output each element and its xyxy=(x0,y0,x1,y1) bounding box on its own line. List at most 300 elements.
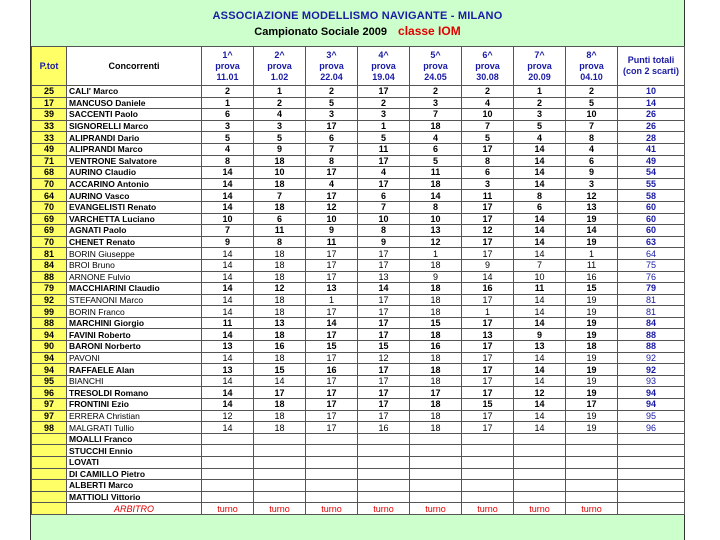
competitor-name: FRONTINI Ezio xyxy=(67,399,202,411)
ptot-cell: 92 xyxy=(32,294,67,306)
round-score: 14 xyxy=(202,387,254,399)
round-header-line2: prova xyxy=(267,60,292,71)
ptot-cell: 96 xyxy=(32,387,67,399)
round-score: 1 xyxy=(306,294,358,306)
round-header-3 xyxy=(306,47,358,86)
round-score xyxy=(514,445,566,457)
round-score: 4 xyxy=(566,143,618,155)
table-row xyxy=(32,399,685,411)
competitor-name: AURINO Vasco xyxy=(67,190,202,202)
round-score xyxy=(254,491,306,503)
round-score xyxy=(254,468,306,480)
round-header-line2: prova xyxy=(475,60,500,71)
standings-table xyxy=(31,46,685,515)
points-total-cell xyxy=(618,433,685,445)
round-score: 12 xyxy=(462,225,514,237)
championship-title xyxy=(31,24,684,38)
round-score xyxy=(358,491,410,503)
round-score: 13 xyxy=(254,317,306,329)
round-score: 7 xyxy=(566,120,618,132)
points-total-cell: 58 xyxy=(618,190,685,202)
round-score: 14 xyxy=(410,190,462,202)
table-row xyxy=(32,283,685,295)
round-score: 2 xyxy=(566,86,618,98)
round-score: 14 xyxy=(514,178,566,190)
ptot-cell xyxy=(32,503,67,515)
round-score: 11 xyxy=(306,236,358,248)
round-score xyxy=(514,433,566,445)
competitor-name: MANCUSO Daniele xyxy=(67,97,202,109)
round-score: 14 xyxy=(514,364,566,376)
round-score: 13 xyxy=(202,341,254,353)
round-header-line2: prova xyxy=(579,60,604,71)
round-score: 17 xyxy=(306,120,358,132)
round-score: 17 xyxy=(462,201,514,213)
round-score: 15 xyxy=(358,341,410,353)
round-score: 19 xyxy=(566,410,618,422)
table-row xyxy=(32,491,685,503)
ptot-cell: 70 xyxy=(32,236,67,248)
ptot-cell: 69 xyxy=(32,225,67,237)
round-score: 9 xyxy=(566,167,618,179)
round-score: 17 xyxy=(462,317,514,329)
competitor-name: AGNATI Paolo xyxy=(67,225,202,237)
round-score: 6 xyxy=(358,190,410,202)
round-score: 6 xyxy=(254,213,306,225)
round-score: 3 xyxy=(462,178,514,190)
round-score: 10 xyxy=(306,213,358,225)
table-row xyxy=(32,445,685,457)
points-total-cell: 26 xyxy=(618,120,685,132)
round-score: 17 xyxy=(462,236,514,248)
table-row xyxy=(32,178,685,190)
round-score: 5 xyxy=(254,132,306,144)
competitor-name: TRESOLDI Romano xyxy=(67,387,202,399)
round-score xyxy=(306,468,358,480)
round-header-line1: 2^ xyxy=(274,49,285,60)
round-score: 18 xyxy=(254,329,306,341)
round-score xyxy=(358,445,410,457)
competitor-name: VENTRONE Salvatore xyxy=(67,155,202,167)
round-score: 17 xyxy=(306,422,358,434)
round-score xyxy=(514,457,566,469)
round-score: 18 xyxy=(410,120,462,132)
round-score: 17 xyxy=(462,364,514,376)
ptot-cell: 79 xyxy=(32,283,67,295)
round-score: 14 xyxy=(514,375,566,387)
ptot-cell: 17 xyxy=(32,97,67,109)
table-row xyxy=(32,375,685,387)
table-row xyxy=(32,213,685,225)
table-row xyxy=(32,364,685,376)
round-score: 17 xyxy=(306,259,358,271)
round-score: 13 xyxy=(514,341,566,353)
round-score: 2 xyxy=(306,86,358,98)
round-score: 17 xyxy=(566,399,618,411)
round-score: 10 xyxy=(410,213,462,225)
round-score: 5 xyxy=(514,120,566,132)
points-total-cell: 95 xyxy=(618,410,685,422)
round-score: 18 xyxy=(410,283,462,295)
points-total-cell: 93 xyxy=(618,375,685,387)
ptot-cell: 49 xyxy=(32,143,67,155)
table-row xyxy=(32,341,685,353)
round-score: 17 xyxy=(306,375,358,387)
ptot-cell: 33 xyxy=(32,132,67,144)
round-score: 8 xyxy=(566,132,618,144)
table-row xyxy=(32,329,685,341)
round-score: 18 xyxy=(410,259,462,271)
round-score: 2 xyxy=(254,97,306,109)
ptot-cell: 71 xyxy=(32,155,67,167)
round-score: 15 xyxy=(306,341,358,353)
points-total-cell: 49 xyxy=(618,155,685,167)
round-score xyxy=(410,468,462,480)
competitor-name: STEFANONI Marco xyxy=(67,294,202,306)
round-score xyxy=(254,445,306,457)
round-score: 17 xyxy=(462,213,514,225)
competitor-name: BROI Bruno xyxy=(67,259,202,271)
round-score: 17 xyxy=(358,364,410,376)
competitor-name: AURINO Claudio xyxy=(67,167,202,179)
round-score: 18 xyxy=(254,294,306,306)
round-score: 9 xyxy=(462,259,514,271)
ptot-cell: 70 xyxy=(32,201,67,213)
round-header-1 xyxy=(202,47,254,86)
round-score: 18 xyxy=(566,341,618,353)
championship-name: Campionato Sociale 2009 xyxy=(254,26,387,38)
round-score: 7 xyxy=(306,143,358,155)
arbitro-turn: turno xyxy=(306,503,358,515)
ptot-cell xyxy=(32,468,67,480)
ptot-cell: 88 xyxy=(32,317,67,329)
competitor-name: BIANCHI xyxy=(67,375,202,387)
round-score: 17 xyxy=(358,375,410,387)
round-score: 14 xyxy=(254,375,306,387)
ptot-cell xyxy=(32,445,67,457)
round-score xyxy=(462,433,514,445)
round-score: 13 xyxy=(202,364,254,376)
round-score: 9 xyxy=(202,236,254,248)
round-score: 17 xyxy=(462,352,514,364)
round-score: 19 xyxy=(566,306,618,318)
round-header-line2: prova xyxy=(319,60,344,71)
round-score: 19 xyxy=(566,375,618,387)
round-score: 2 xyxy=(410,86,462,98)
round-score: 7 xyxy=(410,109,462,121)
competitor-name: ERRERA Christian xyxy=(67,410,202,422)
round-score: 14 xyxy=(202,294,254,306)
points-total-cell: 54 xyxy=(618,167,685,179)
round-score: 1 xyxy=(358,120,410,132)
round-score: 14 xyxy=(202,306,254,318)
round-score: 14 xyxy=(514,352,566,364)
round-score: 10 xyxy=(202,213,254,225)
round-score: 16 xyxy=(462,283,514,295)
round-score: 17 xyxy=(358,178,410,190)
points-total-cell: 28 xyxy=(618,132,685,144)
points-total-cell: 76 xyxy=(618,271,685,283)
round-score xyxy=(462,445,514,457)
round-score: 18 xyxy=(254,259,306,271)
round-score: 10 xyxy=(358,213,410,225)
ptot-header: P.tot xyxy=(32,47,67,86)
round-score: 9 xyxy=(410,271,462,283)
round-score: 17 xyxy=(462,410,514,422)
round-score xyxy=(566,480,618,492)
round-header-2 xyxy=(254,47,306,86)
arbitro-turn: turno xyxy=(202,503,254,515)
round-score: 5 xyxy=(410,155,462,167)
round-score: 13 xyxy=(306,283,358,295)
round-score: 17 xyxy=(358,317,410,329)
round-score: 14 xyxy=(514,167,566,179)
points-total-cell xyxy=(618,491,685,503)
round-score: 9 xyxy=(514,329,566,341)
round-score: 14 xyxy=(358,283,410,295)
round-score xyxy=(202,480,254,492)
points-total-cell: 75 xyxy=(618,259,685,271)
round-score: 4 xyxy=(306,178,358,190)
round-score xyxy=(462,480,514,492)
round-score: 12 xyxy=(566,190,618,202)
round-header-line2: prova xyxy=(371,60,396,71)
arbitro-turn: turno xyxy=(410,503,462,515)
round-score: 3 xyxy=(306,109,358,121)
round-score: 18 xyxy=(410,306,462,318)
header-row xyxy=(32,47,685,86)
round-score: 17 xyxy=(358,306,410,318)
round-score: 2 xyxy=(202,86,254,98)
round-score: 10 xyxy=(254,167,306,179)
round-score: 17 xyxy=(358,387,410,399)
round-score: 8 xyxy=(358,225,410,237)
round-score xyxy=(514,491,566,503)
ptot-cell: 97 xyxy=(32,410,67,422)
round-score: 17 xyxy=(306,306,358,318)
round-score: 17 xyxy=(462,387,514,399)
round-score xyxy=(254,433,306,445)
round-header-4 xyxy=(358,47,410,86)
round-score xyxy=(306,433,358,445)
ptot-cell: 94 xyxy=(32,364,67,376)
ptot-cell xyxy=(32,433,67,445)
round-score: 17 xyxy=(306,271,358,283)
round-score: 19 xyxy=(566,364,618,376)
round-score: 17 xyxy=(358,86,410,98)
round-score: 11 xyxy=(358,143,410,155)
points-total-cell: 88 xyxy=(618,341,685,353)
points-total-cell: 14 xyxy=(618,97,685,109)
points-total-cell: 55 xyxy=(618,178,685,190)
ptot-cell: 98 xyxy=(32,422,67,434)
ptot-cell: 69 xyxy=(32,213,67,225)
table-row xyxy=(32,294,685,306)
round-score: 17 xyxy=(306,410,358,422)
table-row xyxy=(32,97,685,109)
round-score: 17 xyxy=(306,190,358,202)
competitor-name: RAFFAELE Alan xyxy=(67,364,202,376)
round-score: 15 xyxy=(566,283,618,295)
round-score: 8 xyxy=(462,155,514,167)
ptot-cell: 90 xyxy=(32,341,67,353)
competitor-name: ALIPRANDI Dario xyxy=(67,132,202,144)
round-score: 2 xyxy=(462,86,514,98)
ptot-cell xyxy=(32,457,67,469)
ptot-cell xyxy=(32,480,67,492)
round-score: 14 xyxy=(306,317,358,329)
round-score: 14 xyxy=(202,248,254,260)
table-row xyxy=(32,306,685,318)
round-score: 19 xyxy=(566,236,618,248)
round-header-6 xyxy=(462,47,514,86)
competitor-name: SIGNORELLI Marco xyxy=(67,120,202,132)
table-row xyxy=(32,201,685,213)
round-score: 10 xyxy=(566,109,618,121)
round-score xyxy=(514,468,566,480)
points-total-cell: 10 xyxy=(618,86,685,98)
round-score: 13 xyxy=(566,201,618,213)
round-score: 12 xyxy=(358,352,410,364)
points-total-cell: 64 xyxy=(618,248,685,260)
round-score xyxy=(254,457,306,469)
round-score: 17 xyxy=(462,422,514,434)
round-score: 14 xyxy=(514,399,566,411)
round-score: 18 xyxy=(254,155,306,167)
competitor-name: MOALLI Franco xyxy=(67,433,202,445)
round-header-date: 30.08 xyxy=(476,71,499,82)
round-score xyxy=(358,480,410,492)
round-score: 18 xyxy=(254,178,306,190)
competitor-name: PAVONI xyxy=(67,352,202,364)
round-header-date: 04.10 xyxy=(580,71,603,82)
round-score: 17 xyxy=(306,352,358,364)
round-score: 13 xyxy=(410,225,462,237)
ptot-cell: 64 xyxy=(32,190,67,202)
round-score: 4 xyxy=(410,132,462,144)
table-row xyxy=(32,259,685,271)
round-score: 3 xyxy=(358,109,410,121)
round-score: 6 xyxy=(566,155,618,167)
points-total-header: Punti totali (con 2 scarti) xyxy=(618,47,685,86)
table-row xyxy=(32,410,685,422)
round-score: 17 xyxy=(358,259,410,271)
arbitro-turn: turno xyxy=(566,503,618,515)
round-score: 12 xyxy=(410,236,462,248)
round-score: 14 xyxy=(202,190,254,202)
points-total-cell: 81 xyxy=(618,294,685,306)
round-score: 12 xyxy=(306,201,358,213)
round-score: 11 xyxy=(202,317,254,329)
round-score xyxy=(566,457,618,469)
round-score: 10 xyxy=(462,109,514,121)
ptot-cell: 99 xyxy=(32,306,67,318)
round-score: 14 xyxy=(202,271,254,283)
round-score: 17 xyxy=(306,387,358,399)
competitor-name: VARCHETTA Luciano xyxy=(67,213,202,225)
round-score: 2 xyxy=(514,97,566,109)
table-row xyxy=(32,109,685,121)
round-score: 14 xyxy=(514,306,566,318)
round-score: 14 xyxy=(202,375,254,387)
ptot-cell: 70 xyxy=(32,178,67,190)
table-row xyxy=(32,143,685,155)
round-score: 17 xyxy=(462,341,514,353)
competitor-name: EVANGELISTI Renato xyxy=(67,201,202,213)
competitor-name: ALIPRANDI Marco xyxy=(67,143,202,155)
round-score: 18 xyxy=(254,399,306,411)
table-row xyxy=(32,271,685,283)
round-score: 14 xyxy=(202,201,254,213)
round-score: 14 xyxy=(566,225,618,237)
competitor-name: FAVINI Roberto xyxy=(67,329,202,341)
competitor-name: SACCENTI Paolo xyxy=(67,109,202,121)
round-score: 14 xyxy=(202,329,254,341)
round-score: 18 xyxy=(254,306,306,318)
round-score: 18 xyxy=(410,399,462,411)
round-score: 7 xyxy=(514,259,566,271)
round-score: 12 xyxy=(514,387,566,399)
ptot-cell: 25 xyxy=(32,86,67,98)
round-score xyxy=(358,468,410,480)
competitor-name: BORIN Franco xyxy=(67,306,202,318)
round-score: 14 xyxy=(202,352,254,364)
round-score xyxy=(306,457,358,469)
round-score: 14 xyxy=(202,399,254,411)
round-score: 14 xyxy=(514,143,566,155)
competitor-name: MALGRATI Tullio xyxy=(67,422,202,434)
round-header-5 xyxy=(410,47,462,86)
round-score xyxy=(410,433,462,445)
round-score xyxy=(514,480,566,492)
points-total-cell: 79 xyxy=(618,283,685,295)
standings-sheet xyxy=(30,0,685,540)
standings-body xyxy=(32,86,685,515)
round-header-line2: prova xyxy=(423,60,448,71)
round-score: 14 xyxy=(462,271,514,283)
round-header-date: 24.05 xyxy=(424,71,447,82)
round-score: 18 xyxy=(410,364,462,376)
class-label: classe IOM xyxy=(398,24,461,38)
round-score: 6 xyxy=(306,132,358,144)
round-score: 14 xyxy=(514,225,566,237)
round-score: 17 xyxy=(306,329,358,341)
round-header-8 xyxy=(566,47,618,86)
arbitro-row xyxy=(32,503,685,515)
round-header-line1: 1^ xyxy=(222,49,233,60)
round-score: 19 xyxy=(566,294,618,306)
points-total-cell xyxy=(618,480,685,492)
round-score: 17 xyxy=(358,399,410,411)
points-total-cell: 60 xyxy=(618,225,685,237)
round-header-date: 20.09 xyxy=(528,71,551,82)
round-score: 4 xyxy=(254,109,306,121)
table-row xyxy=(32,167,685,179)
round-score xyxy=(202,491,254,503)
round-score: 14 xyxy=(514,213,566,225)
table-row xyxy=(32,422,685,434)
table-row xyxy=(32,468,685,480)
round-header-date: 1.02 xyxy=(270,71,289,82)
round-score xyxy=(202,433,254,445)
round-score xyxy=(410,491,462,503)
ptot-cell: 84 xyxy=(32,259,67,271)
arbitro-turn: turno xyxy=(254,503,306,515)
round-score: 8 xyxy=(254,236,306,248)
competitor-name: MARCHINI Giorgio xyxy=(67,317,202,329)
round-score: 3 xyxy=(254,120,306,132)
points-total-cell xyxy=(618,445,685,457)
